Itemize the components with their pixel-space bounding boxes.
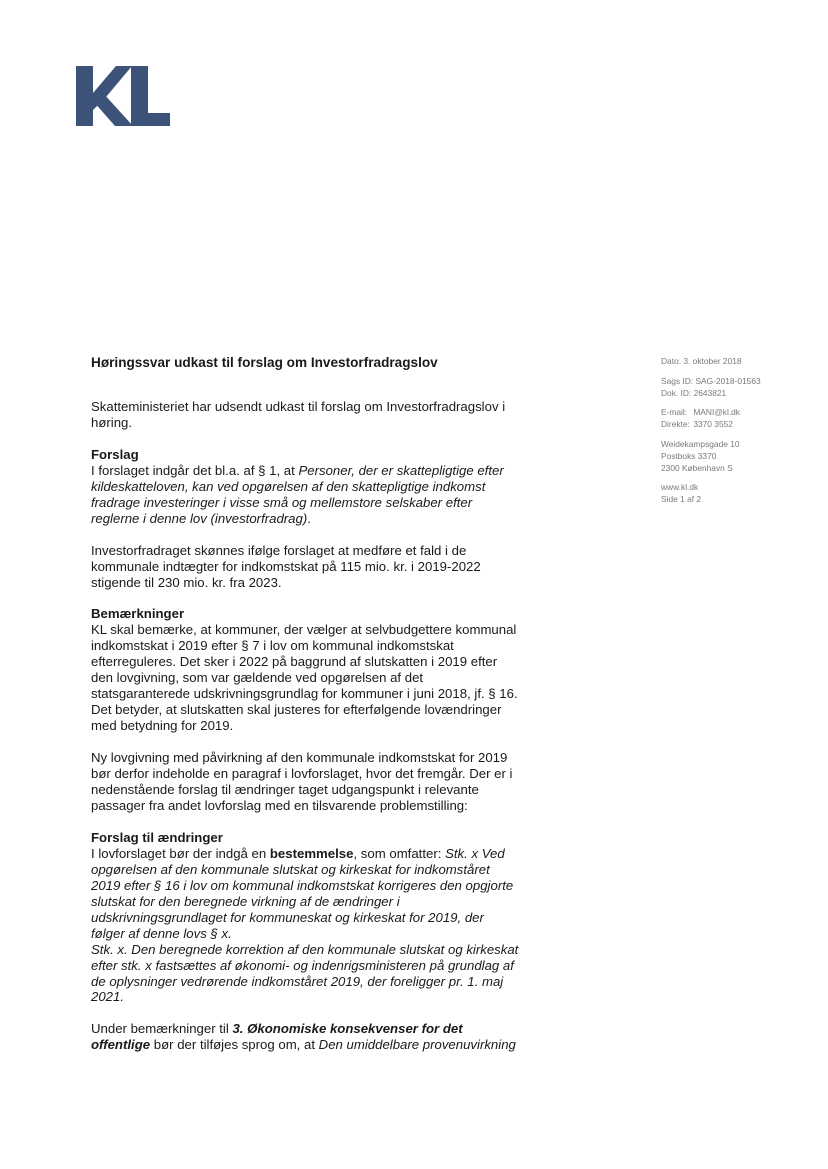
intro-line: Skatteministeriet har udsendt udkast til forslag om Investorfradragslov i [91,398,506,414]
italic-run: Den umiddelbare provenuvirkning [318,1037,516,1053]
text-run: I forslaget indgår det bl.a. af § 1, at [91,462,299,478]
forslag-line [91,511,561,527]
italic-run: Stk. x Ved [445,845,505,861]
italic-run: reglerne i denne lov (investorfradrag) [91,510,308,526]
document-id: Dok. ID: 2643821 [661,387,727,398]
forslag-line: kildeskatteloven, kan ved opgørelsen af den skattepligtige indkomst [91,478,486,494]
ny-lovgivning-paragraph [91,750,561,814]
aendringer-line: udskrivningsgrundlaget for kommuneskat og kirkeskat for 2019, der [91,909,484,925]
address-pobox: Postboks 3370 [661,450,717,461]
phone-value: 3370 3552 [693,419,733,430]
address-street: Weidekampsgade 10 [661,438,740,449]
intro-paragraph [91,399,561,431]
letter-body [91,355,561,1069]
forslag-line [91,463,561,479]
aendringer-line: slutskat for den beregnede virkning af de ændringer i [91,893,400,909]
bemaerkninger-line: indkomstskat i 2019 efter § 7 i lov om kommunal indkomstskat [91,638,454,654]
aendringer-line: følger af denne lovs § x. [91,925,232,941]
bemaerkninger-line: den lovgivning, som var gældende ved opgørelsen af det [91,670,424,686]
website: www.kl.dk [661,482,699,493]
intro-line: høring. [91,414,133,430]
bemaerkninger-line: KL skal bemærke, at kommuner, der vælger at selvbudgettere kommunal [91,622,517,638]
date-group [661,356,811,368]
bemaerkninger-section [91,606,561,734]
under-line [91,1021,561,1037]
email-value: MANI@kl.dk [693,407,740,418]
aendringer-line: opgørelsen af den kommunale slutskat og kirkeskat for indkomståret [91,861,490,877]
bold-italic-run: 3. Økonomiske konsekvenser for det [232,1021,463,1037]
bold-italic-run: offentlige [91,1037,151,1053]
case-id: Sags ID: SAG-2018-01563 [661,375,761,386]
phone-line [661,419,811,431]
provenu-line: kommunale indtægter for indkomstskat på 115 mio. kr. i 2019-2022 [91,558,481,574]
provenu-paragraph [91,543,561,591]
aendringer-line [91,846,561,862]
bold-run: bestemmelse [269,845,354,861]
ids-group [661,376,811,400]
text-run: . [307,510,311,526]
under-paragraph [91,1021,561,1053]
letter-metadata [661,356,811,514]
bemaerkninger-line: efterreguleres. Det sker i 2022 på baggrund af slutskatten i 2019 efter [91,654,498,670]
aendringer-line: Stk. x. Den beregnede korrektion af den kommunale slutskat og kirkeskat [91,941,519,957]
address-group [661,439,811,474]
kl-logo [76,66,172,126]
text-run: I lovforslaget bør der indgå en [91,845,270,861]
email-label: E-mail: [661,407,688,418]
bemaerkninger-line: Det betyder, at slutskatten skal justeres for efterfølgende lovændringer [91,702,502,718]
aendringer-line: efter stk. x fastsættes af økonomi- og indenrigsministeren på grundlag af [91,957,514,973]
bemaerkninger-line: med betydning for 2019. [91,718,234,734]
aendringer-section [91,830,561,1005]
italic-run: Personer, der er skattepligtige efter [298,462,504,478]
provenu-line: Investorfradraget skønnes ifølge forslaget at medføre et fald i de [91,542,467,558]
page-number: Side 1 af 2 [661,494,702,505]
ny-lovgivning-line: passager fra andet lovforslag med en tilsvarende problemstilling: [91,797,468,813]
provenu-line: stigende til 230 mio. kr. fra 2023. [91,574,282,590]
ny-lovgivning-line: Ny lovgivning med påvirkning af den kommunale indkomstskat for 2019 [91,750,508,766]
aendringer-line: 2021. [91,989,125,1005]
web-group [661,482,811,506]
section-heading-bemaerkninger: Bemærkninger [91,606,185,622]
forslag-line: fradrage investeringer i visse små og mellemstore selskaber efter [91,494,473,510]
address-city: 2300 København S [661,462,733,473]
bemaerkninger-line: statsgaranterede udskrivningsgrundlag for kommuner i juni 2018, jf. § 16. [91,686,518,702]
section-heading-aendringer: Forslag til ændringer [91,829,223,845]
contact-group [661,407,811,431]
aendringer-line: de oplysninger vedrørende indkomståret 2019, der foreligger pr. 1. maj [91,973,504,989]
section-heading-forslag: Forslag [91,446,139,462]
date: Dato: 3. oktober 2018 [661,356,742,366]
ny-lovgivning-line: bør derfor indeholde en paragraf i lovforslaget, hvor det fremgår. Der er i [91,766,513,782]
forslag-section [91,447,561,527]
text-run: Under bemærkninger til [91,1021,233,1037]
under-line [91,1037,561,1053]
aendringer-line: 2019 efter § 16 i lov om kommunal indkomstskat korrigeres den opgjorte [91,877,514,893]
document-title: Høringssvar udkast til forslag om Investorfradragslov [91,355,438,370]
text-run: bør der tilføjes sprog om, at [150,1037,319,1053]
ny-lovgivning-line: nedenstående forslag til ændringer taget udgangspunkt i relevante [91,782,479,798]
phone-label: Direkte: [661,419,690,430]
email-line [661,407,811,419]
text-run: , som omfatter: [353,845,446,861]
